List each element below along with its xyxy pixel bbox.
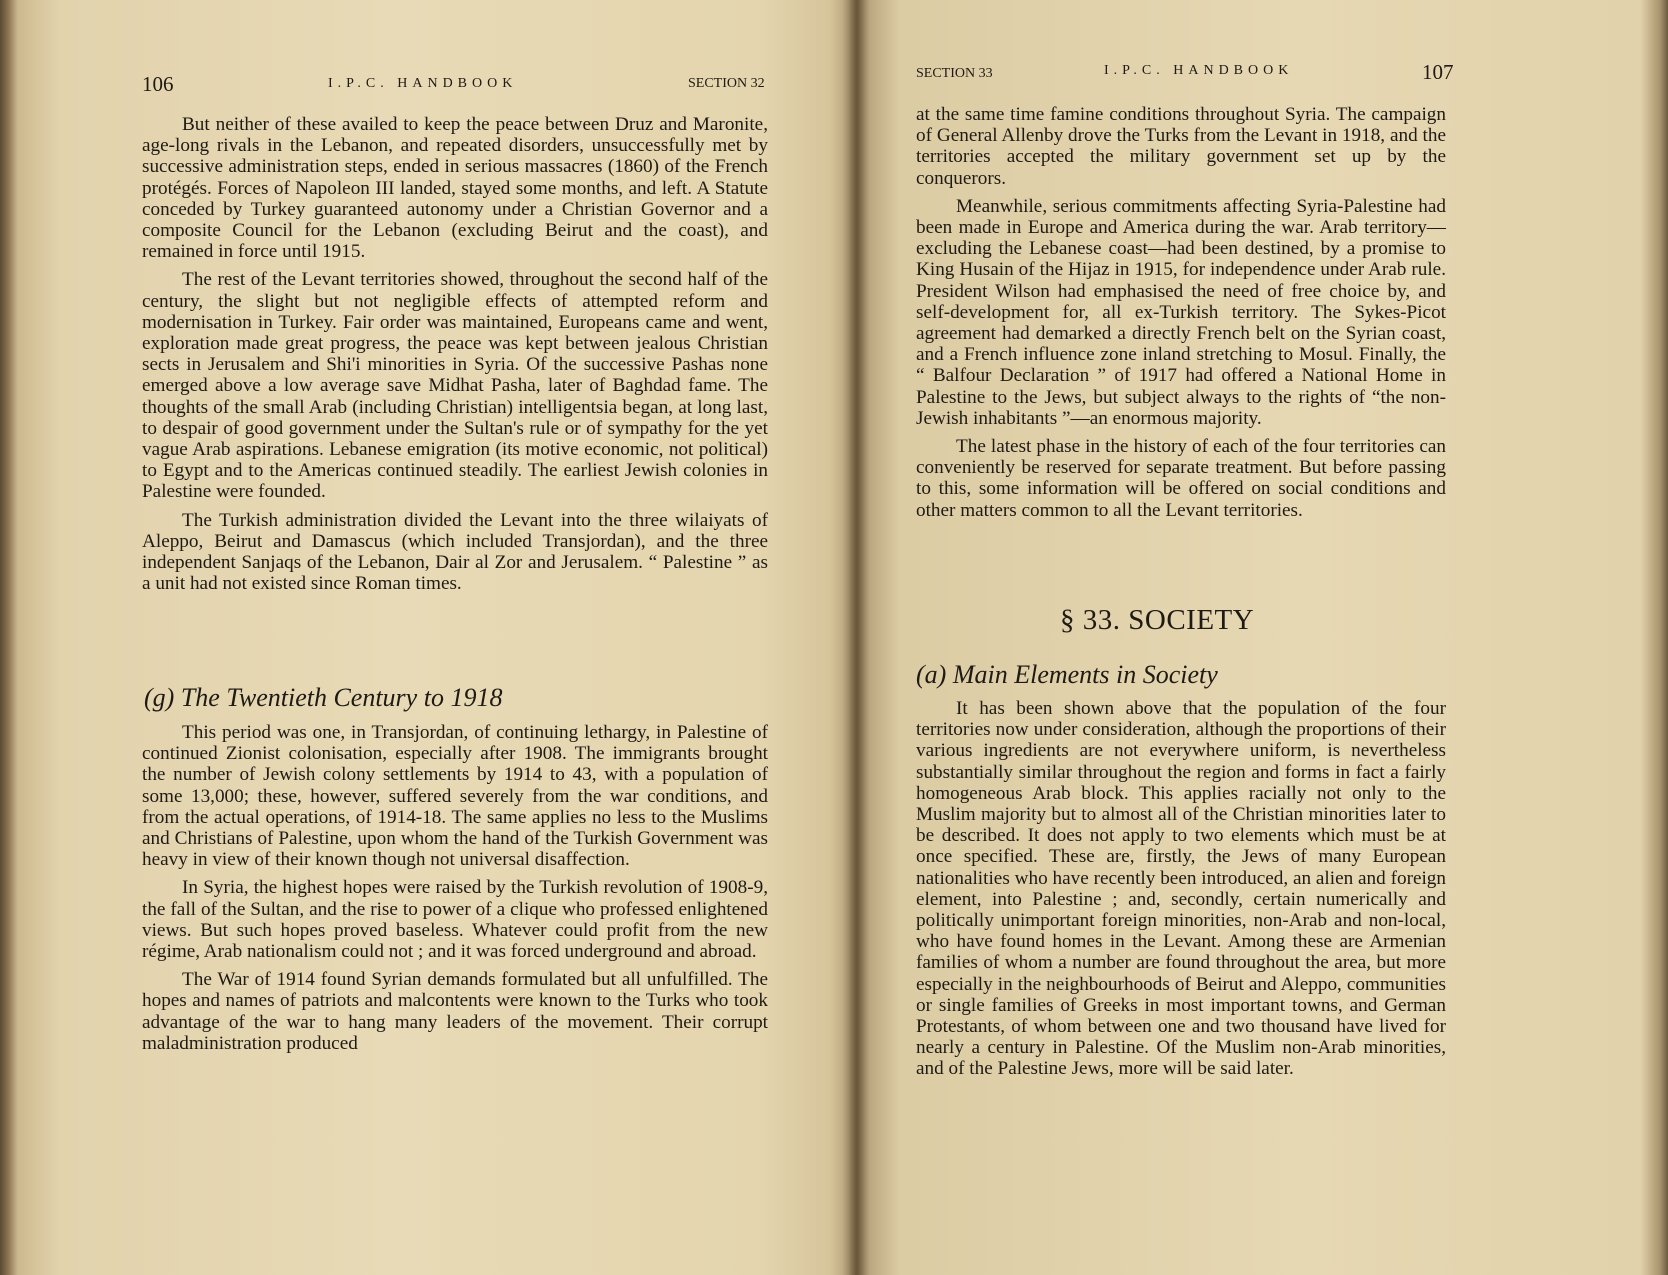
right-text-block-1 <box>916 104 1446 528</box>
paragraph: The rest of the Levant territories showed, throughout the second half of the century, the slight but not negligible effects of attempted reform and modernisation in Turkey. Fair order was maintained, Europeans came and went, exploration made great progress, the peace was kept between jealous Christian sects in Jerusalem and Shi'i minorities in Syria. Of the successive Pashas none emerged above a low average save Midhat Pasha, later of Baghdad fame. The thoughts of the small Arab (including Christian) intelligentsia began, at long last, to despair of good government under the Sultan's rule or of sympathy for the yet vague Arab aspirations. Lebanese emigration (its motive economic, not political) to Egypt and to the Americas continued steadily. The earliest Jewish colonies in Palestine were founded. <box>142 269 768 503</box>
subheading-text: The Twentieth Century to 1918 <box>180 683 503 712</box>
paragraph: In Syria, the highest hopes were raised by the Turkish revolution of 1908-9, the fall of the Sultan, and the rise to power of a clique who professed enlightened views. But such hopes proved baseless. Whatever could profit from the new régime, Arab nationalism could not ; and it was forced underground and abroad. <box>142 877 768 963</box>
subheading <box>144 683 502 713</box>
book-gutter <box>842 0 870 1275</box>
running-title: I.P.C. HANDBOOK <box>328 76 518 91</box>
subheading-text: Main Elements in Society <box>952 660 1218 689</box>
subheading <box>916 660 1218 690</box>
paragraph: This period was one, in Transjordan, of continuing lethargy, in Palestine of continued Zionist colonisation, especially after 1908. The immigrants brought the number of Jewish colony settlements by 1914 to 43, with a population of some 13,000; these, however, suffered severely from the war conditions, and from the actual operations, of 1914-18. The same applies no less to the Muslims and Christians of Palestine, upon whom the hand of the Turkish Government was heavy in view of their known though not universal disaffection. <box>142 722 768 871</box>
subheading-letter: (a) <box>916 660 947 689</box>
left-page <box>40 0 840 1275</box>
running-title: I.P.C. HANDBOOK <box>1104 63 1294 78</box>
section-heading: § 33. SOCIETY <box>1060 604 1255 636</box>
paragraph: But neither of these availed to keep the peace between Druz and Maronite, age-long rivals in the Lebanon, and repeated disorders, unsuccessfully met by successive administration steps, ended in serious massacres (1860) of the French protégés. Forces of Napoleon III landed, stayed some months, and left. A Statute conceded by Turkey guaranteed autonomy under a Christian Governor and a composite Council for the Lebanon (excluding Beirut and the coast), and remained in force until 1915. <box>142 114 768 263</box>
right-page <box>870 0 1640 1275</box>
left-text-block-2 <box>142 722 768 1061</box>
subheading-letter: (g) <box>144 683 175 712</box>
section-label: SECTION 33 <box>916 66 993 81</box>
paragraph: The Turkish administration divided the Levant into the three wilaiyats of Aleppo, Beirut and Damascus (which included Transjordan), and the three independent Sanjaqs of the Lebanon, Dair al Zor and Jerusalem. “ Palestine ” as a unit had not existed since Roman times. <box>142 509 768 595</box>
left-text-block-1 <box>142 114 768 601</box>
right-text-block-2 <box>916 698 1446 1087</box>
paragraph: at the same time famine conditions throughout Syria. The campaign of General Allenby drove the Turks from the Levant in 1918, and the territories accepted the military government set up by the conquerors. <box>916 104 1446 189</box>
section-label: SECTION 32 <box>688 76 765 91</box>
paragraph: The War of 1914 found Syrian demands formulated but all unfulfilled. The hopes and names of patriots and malcontents were known to the Turks who took advantage of the war to hang many leaders of the movement. Their corrupt maladministration produced <box>142 969 768 1054</box>
page-number: 106 <box>142 72 174 96</box>
paragraph: It has been shown above that the population of the four territories now under consideration, although the proportions of their various ingredients are not everywhere uniform, is nevertheless substantially similar throughout the region and forms in fact a fairly homogeneous Arab block. This applies racially not only to the Muslim majority but to almost all of the Christian minorities later to be described. It does not apply to two elements which must be at once specified. These are, firstly, the Jews of many European nationalities who have recently been introduced, an alien and foreign element, into Palestine ; and, secondly, certain numerically and politically unimportant foreign minorities, non-Arab and non-local, who have found homes in the Levant. Among these are Armenian families of whom a number are found throughout the area, but more especially in the neighbourhoods of Beirut and Aleppo, communities or single families of Greeks in most important towns, and German Protestants, of whom between one and two thousand have lived for nearly a century in Palestine. Of the Muslim non-Arab minorities, and of the Palestine Jews, more will be said later. <box>916 698 1446 1080</box>
paragraph: Meanwhile, serious commitments affecting Syria-Palestine had been made in Europe and America during the war. Arab territory—excluding the Lebanese coast—had been destined, by a promise to King Husain of the Hijaz in 1915, for independence under Arab rule. President Wilson had emphasised the need of free choice by, and self-development for, all ex-Turkish territory. The Sykes-Picot agreement had demarked a directly French belt on the Syrian coast, and a French influence zone inland stretching to Mosul. Finally, the “ Balfour Declaration ” of 1917 had offered a National Home in Palestine to the Jews, but subject always to the rights of “the non-Jewish inhabitants ”—an enormous majority. <box>916 195 1446 429</box>
page-number: 107 <box>1422 60 1454 84</box>
paragraph: The latest phase in the history of each of the four territories can conveniently be reserved for separate treatment. But before passing to this, some information will be offered on social conditions and other matters common to all the Levant territories. <box>916 436 1446 521</box>
